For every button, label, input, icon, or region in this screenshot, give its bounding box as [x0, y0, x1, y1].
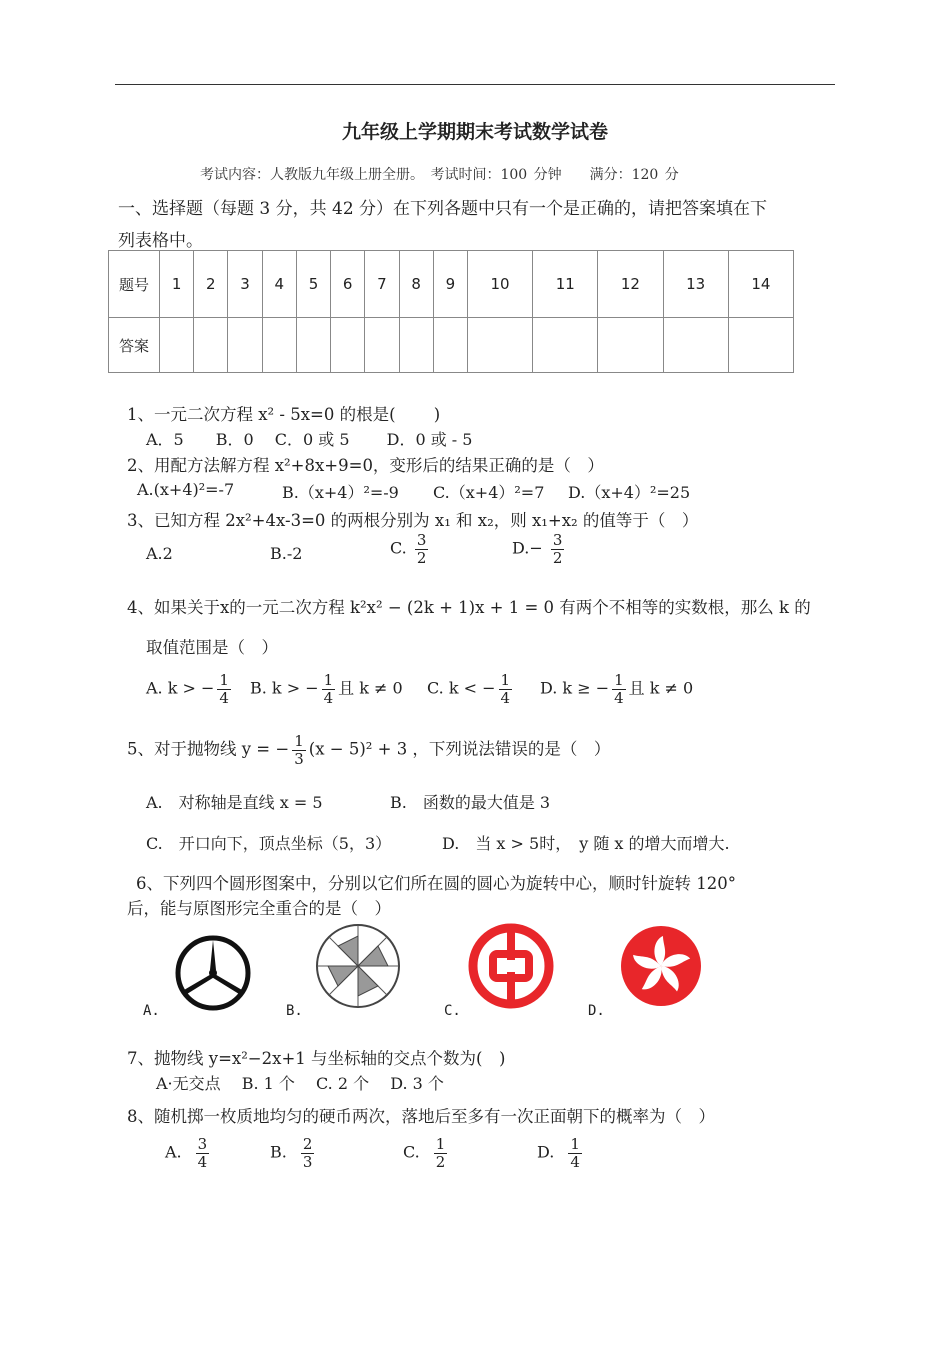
answer-cell[interactable] — [728, 318, 793, 373]
q6-figure-d-bauhinia-icon — [616, 924, 706, 1008]
q8-option-c-fraction: $\frac{1}{2}$ — [435, 1135, 446, 1171]
q6-stem-cont: 后，能与原图形完全重合的是（ ） — [127, 899, 391, 918]
q3-option-c-label: C. — [390, 538, 407, 558]
answer-table-num: 1 — [160, 251, 194, 318]
answer-cell[interactable] — [331, 318, 365, 373]
q8-option-b: B. $\frac{2}{3}$ — [270, 1135, 313, 1171]
q5-stem: 5、对于抛物线 y = − $\frac{1}{3}$ (x − 5)² + 3 ，下列说法错误的是（ ） — [127, 732, 611, 768]
q4-option-d: D. k ≥ − $\frac{1}{4}$ 且 k ≠ 0 — [540, 671, 694, 707]
answer-table — [108, 250, 794, 373]
q5-fraction: $\frac{1}{3}$ — [294, 732, 304, 768]
q8-option-a: A. $\frac{3}{4}$ — [165, 1135, 208, 1171]
answer-table-num: 8 — [399, 251, 433, 318]
q4-option-a: A. k > − $\frac{1}{4}$ — [146, 671, 229, 707]
q8-option-a-fraction: $\frac{3}{4}$ — [197, 1135, 208, 1171]
q8-option-d: D. $\frac{1}{4}$ — [537, 1135, 580, 1171]
answer-cell[interactable] — [194, 318, 228, 373]
q7-stem: 7、抛物线 y=x²−2x+1 与坐标轴的交点个数为( ) — [127, 1049, 506, 1068]
q5-option-a: A. 对称轴是直线 x = 5 — [146, 793, 323, 812]
answer-table-num: 5 — [296, 251, 330, 318]
answer-cell[interactable] — [160, 318, 194, 373]
q2-option-a: A.(x+4)²=-7 — [137, 480, 235, 499]
answer-cell[interactable] — [296, 318, 330, 373]
q3-option-d-label: D.− — [512, 538, 543, 558]
q6-figure-a-star-icon — [172, 932, 254, 1014]
answer-table-num: 14 — [728, 251, 793, 318]
q1-options: A．5 B．0 C．0 或 5 D．0 或 - 5 — [146, 430, 473, 449]
q3-stem: 3、已知方程 2x²+4x-3=0 的两根分别为 x₁ 和 x₂，则 x₁+x₂ 的值等于（ ） — [127, 511, 699, 530]
q4-option-b-fraction: $\frac{1}{4}$ — [323, 671, 334, 707]
q8-option-c: C. $\frac{1}{2}$ — [403, 1135, 446, 1171]
q2-option-d: D.（x+4）²=25 — [568, 483, 691, 502]
section-1-instructions-cont: 列表格中。 — [118, 231, 203, 251]
q6-label-a: A. — [143, 1003, 160, 1019]
q6-figure-c-bank-logo-icon — [468, 923, 554, 1009]
answer-cell[interactable] — [365, 318, 399, 373]
answer-cell[interactable] — [262, 318, 296, 373]
q4-option-c-fraction: $\frac{1}{4}$ — [500, 671, 511, 707]
answer-table-num: 3 — [228, 251, 262, 318]
q7-options: A·无交点 B. 1 个 C. 2 个 D. 3 个 — [156, 1074, 444, 1093]
answer-table-num: 6 — [331, 251, 365, 318]
exam-info: 考试内容：人教版九年级上册全册。 考试时间：100 分钟 满分：120 分 — [200, 167, 679, 183]
q4-option-b: B. k > − $\frac{1}{4}$ 且 k ≠ 0 — [250, 671, 403, 707]
q3-option-c — [390, 532, 431, 566]
q3-option-d — [512, 532, 567, 566]
answer-table-num: 11 — [533, 251, 598, 318]
q2-option-c: C.（x+4）²=7 — [433, 483, 545, 502]
answer-table-answer-row — [109, 318, 794, 373]
section-1-instructions: 一、选择题（每题 3 分，共 42 分）在下列各题中只有一个是正确的，请把答案填在下 — [118, 199, 768, 219]
q4-option-c: C. k < − $\frac{1}{4}$ — [427, 671, 511, 707]
q5-option-c: C. 开口向下，顶点坐标（5，3） — [146, 834, 392, 853]
q8-stem: 8、随机掷一枚质地均匀的硬币两次，落地后至多有一次正面朝下的概率为（ ） — [127, 1107, 715, 1126]
q5-option-b: B. 函数的最大值是 3 — [390, 793, 551, 812]
q6-label-b: B. — [286, 1003, 303, 1019]
q4-option-d-fraction: $\frac{1}{4}$ — [614, 671, 624, 707]
answer-cell[interactable] — [598, 318, 663, 373]
page-title: 九年级上学期期末考试数学试卷 — [341, 121, 608, 143]
q2-option-b: B.（x+4）²=-9 — [282, 483, 399, 502]
q6-label-d: D. — [588, 1003, 605, 1019]
answer-cell[interactable] — [228, 318, 262, 373]
q3-option-b: B.-2 — [270, 544, 303, 563]
q6-stem: 6、下列四个圆形图案中，分别以它们所在圆的圆心为旋转中心，顺时针旋转 120° — [136, 874, 736, 893]
header-rule — [115, 84, 835, 85]
q3-option-d-fraction: $\frac{3}{2}$ — [552, 531, 563, 567]
q3-option-c-fraction: $\frac{3}{2}$ — [416, 531, 427, 567]
answer-table-num: 7 — [365, 251, 399, 318]
q3-option-a: A.2 — [146, 544, 173, 563]
answer-table-num: 13 — [663, 251, 728, 318]
q1-stem: 1、一元二次方程 x² - 5x=0 的根是( ) — [127, 405, 441, 424]
answer-table-number-row — [109, 251, 794, 318]
answer-table-num: 12 — [598, 251, 663, 318]
q8-option-b-fraction: $\frac{2}{3}$ — [302, 1135, 313, 1171]
q5-option-d: D. 当 x > 5时， y 随 x 的增大而增大. — [442, 834, 730, 853]
answer-table-header-answer: 答案 — [109, 318, 160, 373]
answer-cell[interactable] — [533, 318, 598, 373]
answer-table-num: 2 — [194, 251, 228, 318]
q8-option-d-fraction: $\frac{1}{4}$ — [570, 1135, 580, 1171]
q6-figure-b-pinwheel-icon — [314, 922, 402, 1010]
answer-table-header-number: 题号 — [109, 251, 160, 318]
q4-stem-cont: 取值范围是（ ） — [146, 638, 278, 657]
answer-cell[interactable] — [663, 318, 728, 373]
answer-cell[interactable] — [467, 318, 532, 373]
q4-stem: 4、如果关于x的一元二次方程 k²x² − (2k + 1)x + 1 = 0 有两个不相等的实数根，那么 k 的 — [127, 598, 811, 617]
answer-table-num: 4 — [262, 251, 296, 318]
q2-stem: 2、用配方法解方程 x²+8x+9=0，变形后的结果正确的是（ ） — [127, 456, 604, 475]
answer-table-num: 9 — [433, 251, 467, 318]
q4-option-a-fraction: $\frac{1}{4}$ — [219, 671, 229, 707]
answer-cell[interactable] — [399, 318, 433, 373]
q6-label-c: C. — [444, 1003, 461, 1019]
answer-cell[interactable] — [433, 318, 467, 373]
answer-table-num: 10 — [467, 251, 532, 318]
